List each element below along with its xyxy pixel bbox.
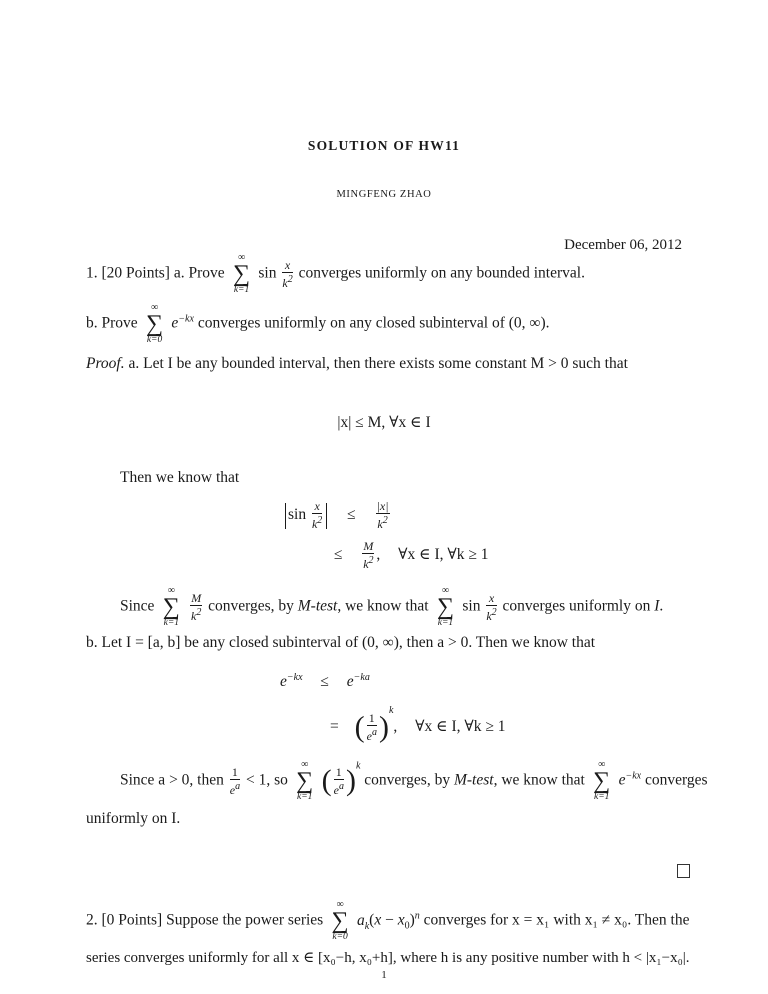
- qed-box: [677, 864, 690, 878]
- uniformly-on: uniformly on I.: [86, 810, 181, 827]
- problem-1a: 1. [20 Points] a. Prove ∞ ∑ k=1 sin $\frac{x}{k^2}$ converges uniformly on any bounded interval.: [86, 252, 585, 295]
- inequality-line-2: ≤ $\frac{M}{k^2}$ , ∀x ∈ I, ∀k ≥ 1: [334, 539, 489, 571]
- proof-a-intro: Proof. a. Let I be any bounded interval, then there exists some constant M > 0 such that: [86, 355, 628, 372]
- bound-equation: |x| ≤ M, ∀x ∈ I: [337, 414, 431, 431]
- since-b: Since a > 0, then $\frac{1}{e^a}$ < 1, so ∞ ∑ k=1 ( $\frac{1}{e^a}$ )$^k$ converges, by M-test, we know that ∞ ∑ k=1 $e^{-kx}$ converges: [120, 759, 708, 802]
- then-we-know: Then we know that: [120, 469, 240, 486]
- problem-1b: b. Prove ∞ ∑ k=0 $e^{-kx}$ converges uniformly on any closed subinterval of (0, ∞).: [86, 302, 550, 345]
- page-title: SOLUTION OF HW11: [307, 138, 461, 153]
- proof-b-intro: b. Let I = [a, b] be any closed subinterval of (0, ∞), then a > 0. Then we know that: [86, 634, 596, 651]
- sum-symbol: ∞ ∑ k=0: [145, 302, 164, 345]
- inequality-line-1: sin $\frac{x}{k^2}$ ≤ $\frac{|x|}{k^2}$: [283, 500, 392, 531]
- since-a: Since ∞ ∑ k=1 $\frac{M}{k^2}$ converges, by M-test, we know that ∞ ∑ k=1 sin $\frac{x}{k^2}$ converges uniformly on I.: [120, 585, 664, 628]
- b-line-1: $e^{-kx} \le e^{-ka}$: [280, 672, 370, 691]
- problem-2-line1: 2. [0 Points] Suppose the power series ∞ ∑ k=0 $a_k(x - x_0)^n$ converges for x = x₁ with x₁ ≠ x₀. Then the: [86, 899, 690, 942]
- date: December 06, 2012: [564, 237, 682, 253]
- author: MINGFENG ZHAO: [336, 189, 432, 200]
- b-line-2: = ( $\frac{1}{e^a}$ )$^k$, ∀x ∈ I, ∀k ≥ 1: [330, 705, 506, 744]
- sum-symbol: ∞ ∑ k=1: [232, 252, 251, 295]
- page-number: 1: [381, 969, 387, 981]
- problem-2-line2: series converges uniformly for all x ∈ [x₀−h, x₀+h], where h is any positive number with h < |x₁−x₀|.: [86, 950, 690, 966]
